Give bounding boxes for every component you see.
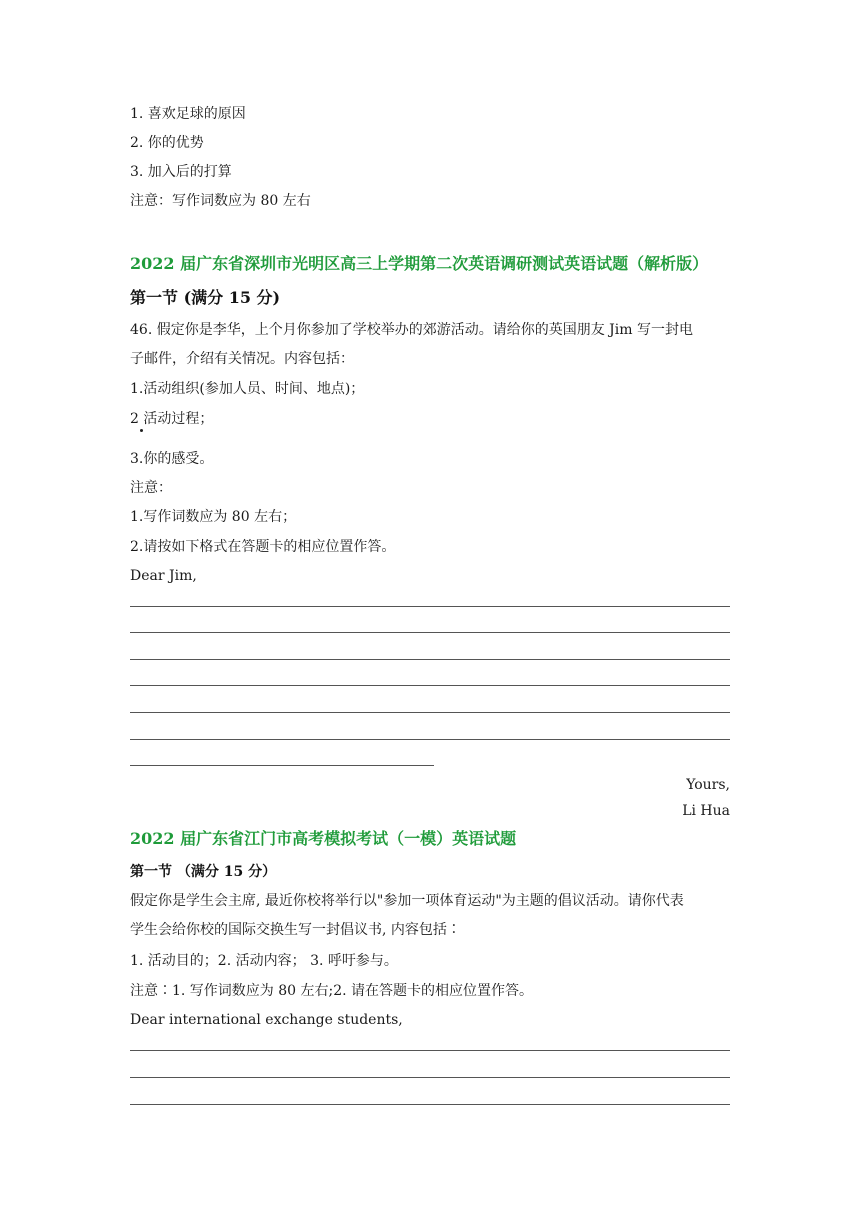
answer-line — [130, 765, 434, 766]
stray-dot — [140, 429, 143, 432]
section1-line: 子邮件，介绍有关情况。内容包括： — [130, 351, 354, 367]
answer-line — [130, 1050, 730, 1051]
section2-line: 学生会给你校的国际交换生写一封倡议书, 内容包括∶ — [130, 922, 461, 938]
answer-line — [130, 739, 730, 740]
section1-heading: 2022 届广东省深圳市光明区高三上学期第二次英语调研测试英语试题（解析版） — [130, 254, 709, 273]
section1-line: 2.请按如下格式在答题卡的相应位置作答。 — [130, 539, 396, 555]
top-list-item: 3. 加入后的打算 — [130, 164, 232, 180]
answer-line — [130, 685, 730, 686]
section1-line: 1.活动组织(参加人员、时间、地点)； — [130, 381, 365, 397]
letter-closing: Yours, — [686, 777, 730, 793]
section2-line: 1. 活动目的；2. 活动内容； 3. 呼吁参与。 — [130, 953, 398, 969]
section1-line: 46. 假定你是李华，上个月你参加了学校举办的郊游活动。请给你的英国朋友 Jim 写一封电 — [130, 322, 693, 338]
salutation: Dear Jim, — [130, 568, 197, 584]
section1-line: 3.你的感受。 — [130, 451, 214, 467]
section1-part-title: 第一节 (满分 15 分) — [130, 288, 281, 307]
salutation: Dear international exchange students, — [130, 1012, 403, 1028]
answer-line — [130, 659, 730, 660]
answer-line — [130, 1077, 730, 1078]
answer-line — [130, 632, 730, 633]
answer-line — [130, 712, 730, 713]
section2-part-title: 第一节 （满分 15 分） — [130, 864, 277, 880]
word-count-note: 注意：写作词数应为 80 左右 — [130, 193, 311, 209]
answer-line — [130, 606, 730, 607]
section1-line: 1.写作词数应为 80 左右； — [130, 509, 297, 525]
section2-line: 假定你是学生会主席, 最近你校将举行以"参加一项体育运动"为主题的倡议活动。请你代表 — [130, 893, 684, 909]
section1-line: 注意： — [130, 480, 172, 496]
section1-line: 2 活动过程； — [130, 411, 214, 427]
section2-heading: 2022 届广东省江门市高考模拟考试（一模）英语试题 — [130, 829, 517, 848]
top-list-item: 1. 喜欢足球的原因 — [130, 106, 246, 122]
answer-line — [130, 1104, 730, 1105]
section2-line: 注意∶1. 写作词数应为 80 左右;2. 请在答题卡的相应位置作答。 — [130, 983, 534, 999]
letter-signature: Li Hua — [682, 803, 730, 819]
top-list-item: 2. 你的优势 — [130, 135, 204, 151]
